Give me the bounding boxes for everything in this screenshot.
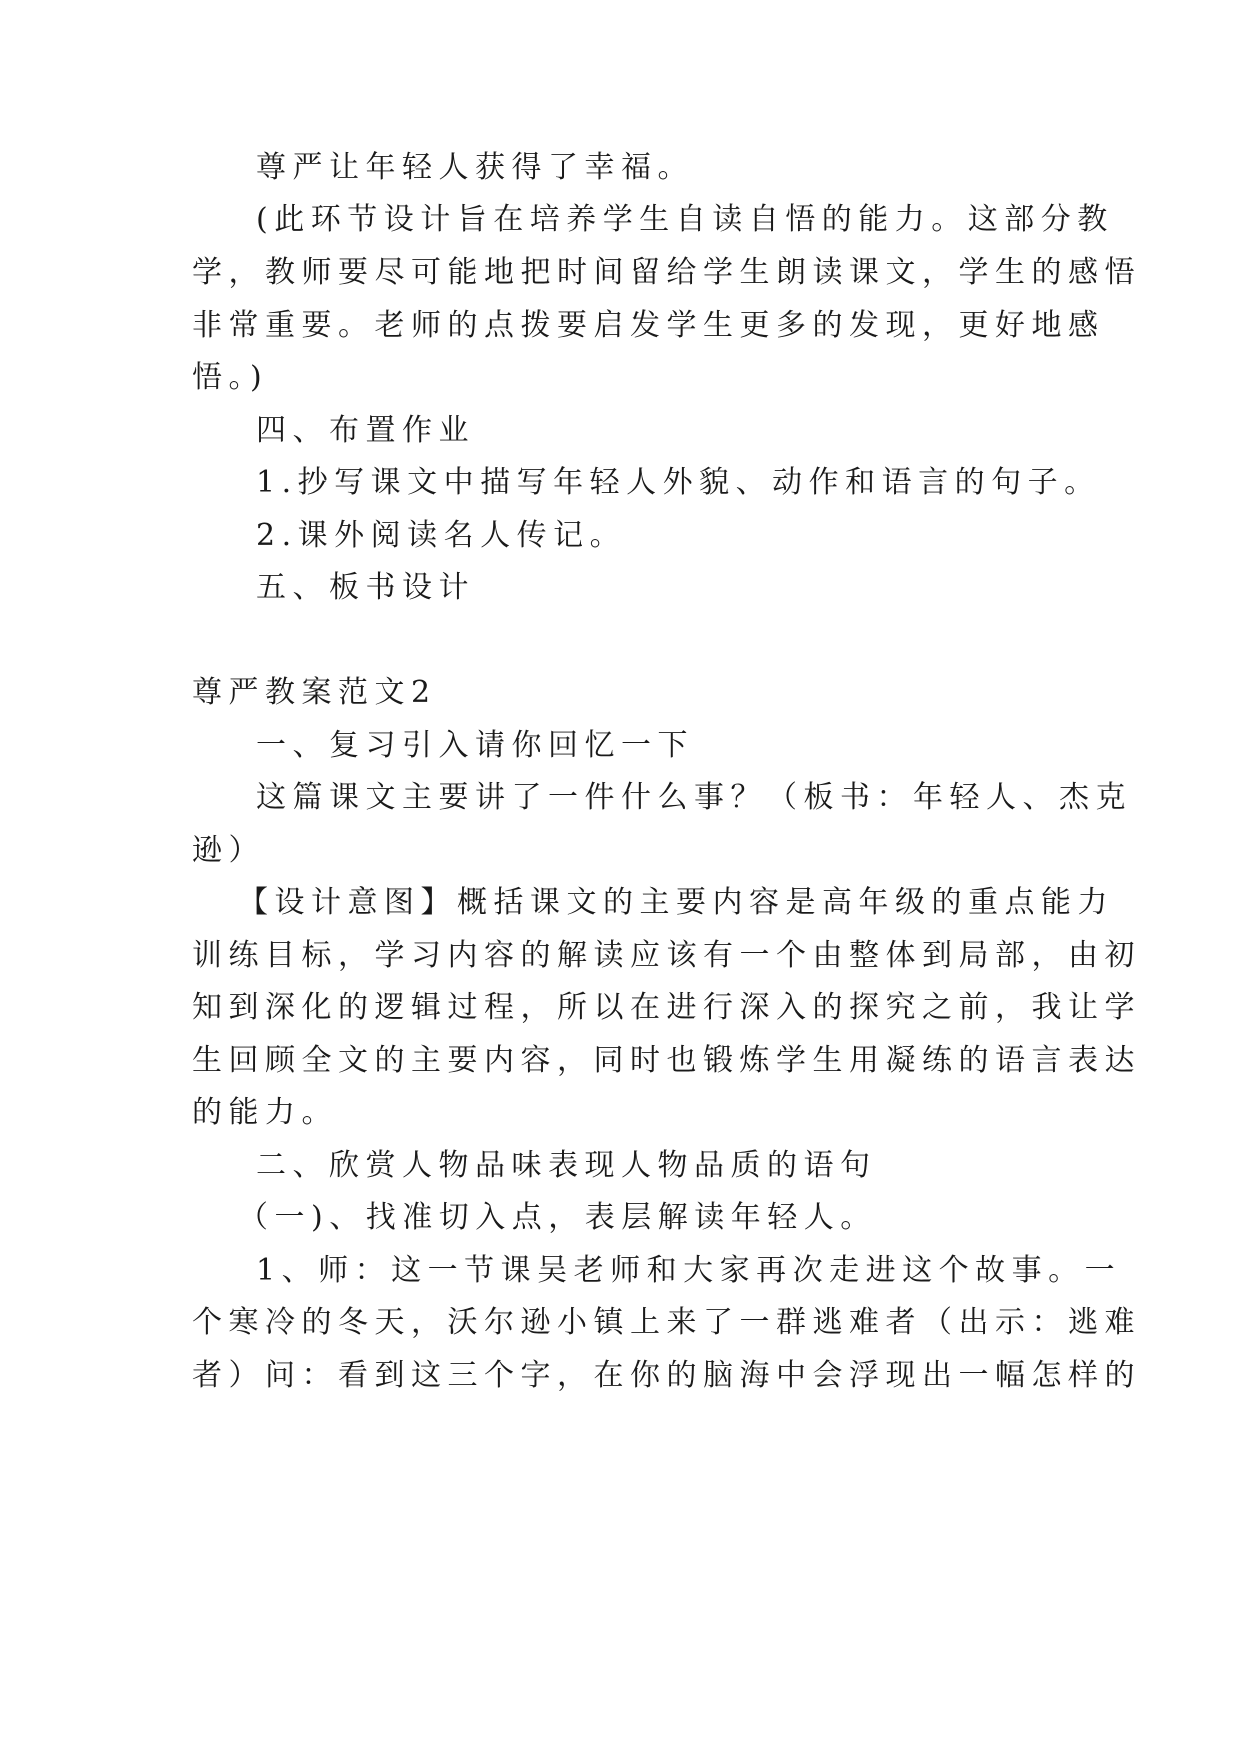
review-heading: 一、复习引入请你回忆一下	[256, 728, 694, 763]
teacher-line: 个寒冷的冬天，沃尔逊小镇上来了一群逃难者（出示：逃难	[192, 1305, 1141, 1340]
homework-item: 2.课外阅读名人传记。	[256, 518, 627, 553]
homework-item: 1.抄写课文中描写年轻人外貌、动作和语言的句子。	[256, 465, 1101, 500]
design-note-line: 悟。)	[192, 360, 269, 395]
closing-sentence: 尊严让年轻人获得了幸福。	[256, 150, 694, 185]
design-intent-line: 的能力。	[192, 1095, 338, 1130]
design-note-line: 学，教师要尽可能地把时间留给学生朗读课文，学生的感悟	[192, 255, 1141, 290]
teacher-line: 1、师：这一节课吴老师和大家再次走进这个故事。一	[256, 1253, 1122, 1288]
board-heading: 五、板书设计	[256, 570, 475, 605]
homework-heading: 四、布置作业	[256, 413, 475, 448]
question-line: 逊）	[192, 833, 265, 868]
teacher-line: 者）问：看到这三个字，在你的脑海中会浮现出一幅怎样的	[192, 1358, 1141, 1393]
section-title: 尊严教案范文2	[192, 675, 437, 710]
sub-heading: （一)、找准切入点，表层解读年轻人。	[238, 1200, 877, 1235]
design-intent-line: 生回顾全文的主要内容，同时也锻炼学生用凝练的语言表达	[192, 1043, 1141, 1078]
appreciate-heading: 二、欣赏人物品味表现人物品质的语句	[256, 1148, 877, 1183]
design-intent-line: 训练目标，学习内容的解读应该有一个由整体到局部，由初	[192, 938, 1141, 973]
question-line: 这篇课文主要讲了一件什么事？（板书：年轻人、杰克	[256, 780, 1132, 815]
design-intent-line: 【设计意图】概括课文的主要内容是高年级的重点能力	[238, 885, 1114, 920]
design-note-line: (此环节设计旨在培养学生自读自悟的能力。这部分教	[256, 202, 1114, 237]
design-intent-line: 知到深化的逻辑过程，所以在进行深入的探究之前，我让学	[192, 990, 1141, 1025]
design-note-line: 非常重要。老师的点拨要启发学生更多的发现，更好地感	[192, 308, 1105, 343]
